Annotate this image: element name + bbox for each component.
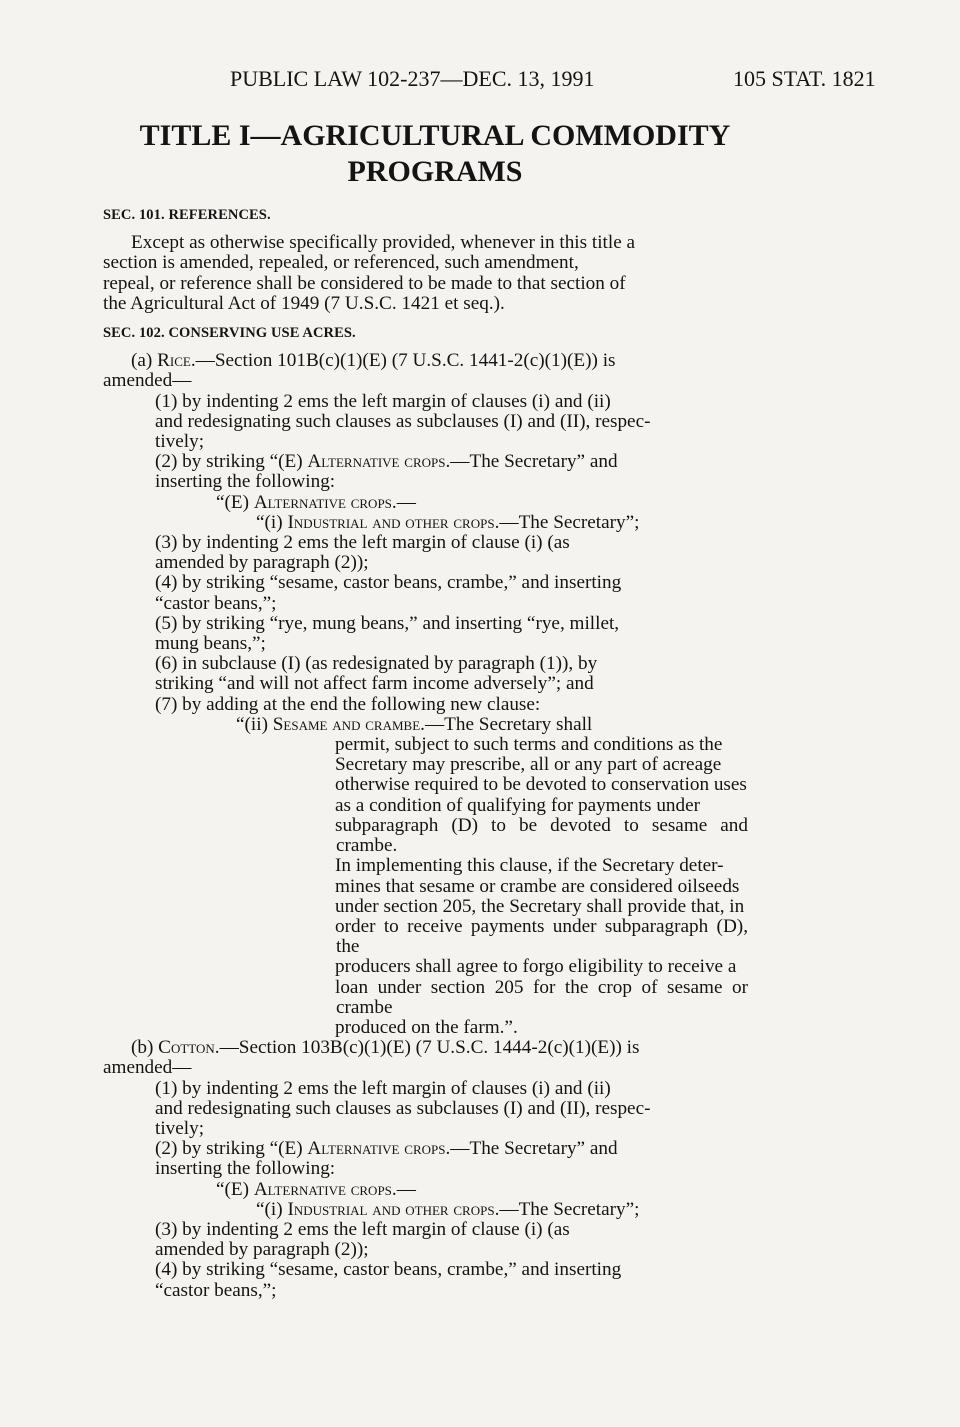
clause-ii-smallcaps: Sesame and crambe [272,713,421,735]
a-para-6-line: striking “and will not affect farm income adversely”; and [155,673,594,695]
subsection-b-text: .—Section 103B(c)(1)(E) (7 U.S.C. 1444-2(c)(1)(E)) is [214,1037,640,1059]
b-para-2-text: (2) by striking “(E) [155,1138,308,1160]
clause-ii-line: as a condition of qualifying for payments under [335,794,701,816]
a-para-1-line: tively; [155,431,205,453]
sec101-text-line: repeal, or reference shall be considered to be made to that section of [103,272,626,294]
clause-ii-line: otherwise required to be devoted to conservation uses [335,774,747,796]
subsection-b-line: amended— [103,1057,192,1079]
b-para-3-line: (3) by indenting 2 ems the left margin of clause (i) (as [155,1218,570,1240]
title-heading [120,118,750,190]
a-para-2-smallcaps: Alternative crops [307,451,446,473]
subsection-a-line: amended— [103,370,192,392]
quote-text: .— [391,491,416,513]
a-para-3-line: (3) by indenting 2 ems the left margin of clause (i) (as [155,532,570,554]
subsection-a-text: .—Section 101B(c)(1)(E) (7 U.S.C. 1441-2(c)(1)(E)) is [190,350,616,372]
quote-text: .— [391,1178,416,1200]
statute-page-number: 105 STAT. 1821 [733,66,876,91]
sec101-text-line: Except as otherwise specifically provided, whenever in this title a [131,232,636,254]
document-body [103,205,748,1301]
sec101-text-line: the Agricultural Act of 1949 (7 U.S.C. 1421 et seq.). [103,292,505,314]
a-para-3-line: amended by paragraph (2)); [155,552,369,574]
quote-text: “(E) [216,491,254,513]
a-para-4-line: (4) by striking “sesame, castor beans, crambe,” and inserting [155,572,622,594]
clause-ii-line: produced on the farm.”. [335,1016,518,1038]
a-para-4-line: “castor beans,”; [155,592,277,614]
quote-text: .—The Secretary”; [494,1198,640,1220]
quote-smallcaps: Industrial and other crops [287,1198,495,1220]
a-para-6-line: (6) in subclause (I) (as redesignated by paragraph (1)), by [155,653,598,675]
clause-ii-first-line [236,715,748,735]
b-para-1-line: tively; [155,1117,205,1139]
a-para-2-text: .—The Secretary” and [445,451,618,473]
clause-ii-line: under section 205, the Secretary shall provide that, in [335,895,745,917]
a-para-7-line: (7) by adding at the end the following new clause: [155,693,541,715]
clause-ii-line: Secretary may prescribe, all or any part of acreage [335,754,722,776]
subsection-a-label: (a) [131,350,158,372]
quote-smallcaps: Alternative crops [253,491,392,513]
quote-smallcaps: Alternative crops [253,1178,392,1200]
running-header [0,66,960,96]
subsection-b-name: Cotton [158,1037,215,1059]
subsection-b-label: (b) [131,1037,159,1059]
subsection-b-line [103,1038,748,1058]
a-para-1-line: and redesignating such clauses as subclauses (I) and (II), respec- [155,410,651,432]
title-line-1: TITLE I—AGRICULTURAL COMMODITY [139,119,731,152]
clause-ii-line: producers shall agree to forgo eligibility to receive a [335,956,737,978]
public-law-citation: PUBLIC LAW 102-237—DEC. 13, 1991 [230,66,595,91]
a-para-2-quote-i [256,513,748,533]
subsection-a-line [103,351,748,371]
b-para-1-line: and redesignating such clauses as subclauses (I) and (II), respec- [155,1097,651,1119]
title-line-2: PROGRAMS [347,155,523,188]
quote-text: “(E) [216,1178,254,1200]
b-para-4-line: “castor beans,”; [155,1279,277,1301]
b-para-2-line [155,1139,748,1159]
section-101-heading: SEC. 101. REFERENCES. [103,207,271,223]
b-para-1-line: (1) by indenting 2 ems the left margin of clauses (i) and (ii) [155,1077,611,1099]
a-para-2-line: inserting the following: [155,471,336,493]
b-para-3-line: amended by paragraph (2)); [155,1239,369,1261]
section-102-heading: SEC. 102. CONSERVING USE ACRES. [103,325,356,342]
b-para-2-line: inserting the following: [155,1158,336,1180]
b-para-2-text: .—The Secretary” and [445,1138,618,1160]
clause-ii-line: loan under section 205 for the crop of sesame or crambe [335,976,748,1018]
b-para-2-quote-i [256,1200,748,1220]
clause-ii-line: subparagraph (D) to be devoted to sesame and crambe. [335,814,748,857]
quote-smallcaps: Industrial and other crops [287,511,495,533]
b-para-2-smallcaps: Alternative crops [307,1138,446,1160]
clause-ii-text: .—The Secretary shall [420,713,593,735]
a-para-2-quote-e [216,493,748,513]
quote-text: .—The Secretary”; [494,511,640,533]
a-para-5-line: mung beans,”; [155,633,266,655]
a-para-1-line: (1) by indenting 2 ems the left margin of clauses (i) and (ii) [155,390,611,412]
clause-ii-text: “(ii) [236,713,273,735]
clause-ii-line: In implementing this clause, if the Secretary deter- [335,855,724,877]
clause-ii-line: permit, subject to such terms and conditions as the [335,734,723,756]
quote-text: “(i) [256,511,288,533]
clause-ii-line: mines that sesame or crambe are considered oilseeds [335,875,740,897]
a-para-5-line: (5) by striking “rye, mung beans,” and inserting “rye, millet, [155,612,620,634]
b-para-2-quote-e [216,1180,748,1200]
b-para-4-line: (4) by striking “sesame, castor beans, crambe,” and inserting [155,1259,622,1281]
subsection-a-name: Rice [157,350,191,372]
a-para-2-line [155,452,748,472]
sec101-text-line: section is amended, repealed, or referenced, such amendment, [103,252,579,274]
quote-text: “(i) [256,1198,288,1220]
a-para-2-text: (2) by striking “(E) [155,451,308,473]
clause-ii-line: order to receive payments under subparagraph (D), the [335,915,748,958]
